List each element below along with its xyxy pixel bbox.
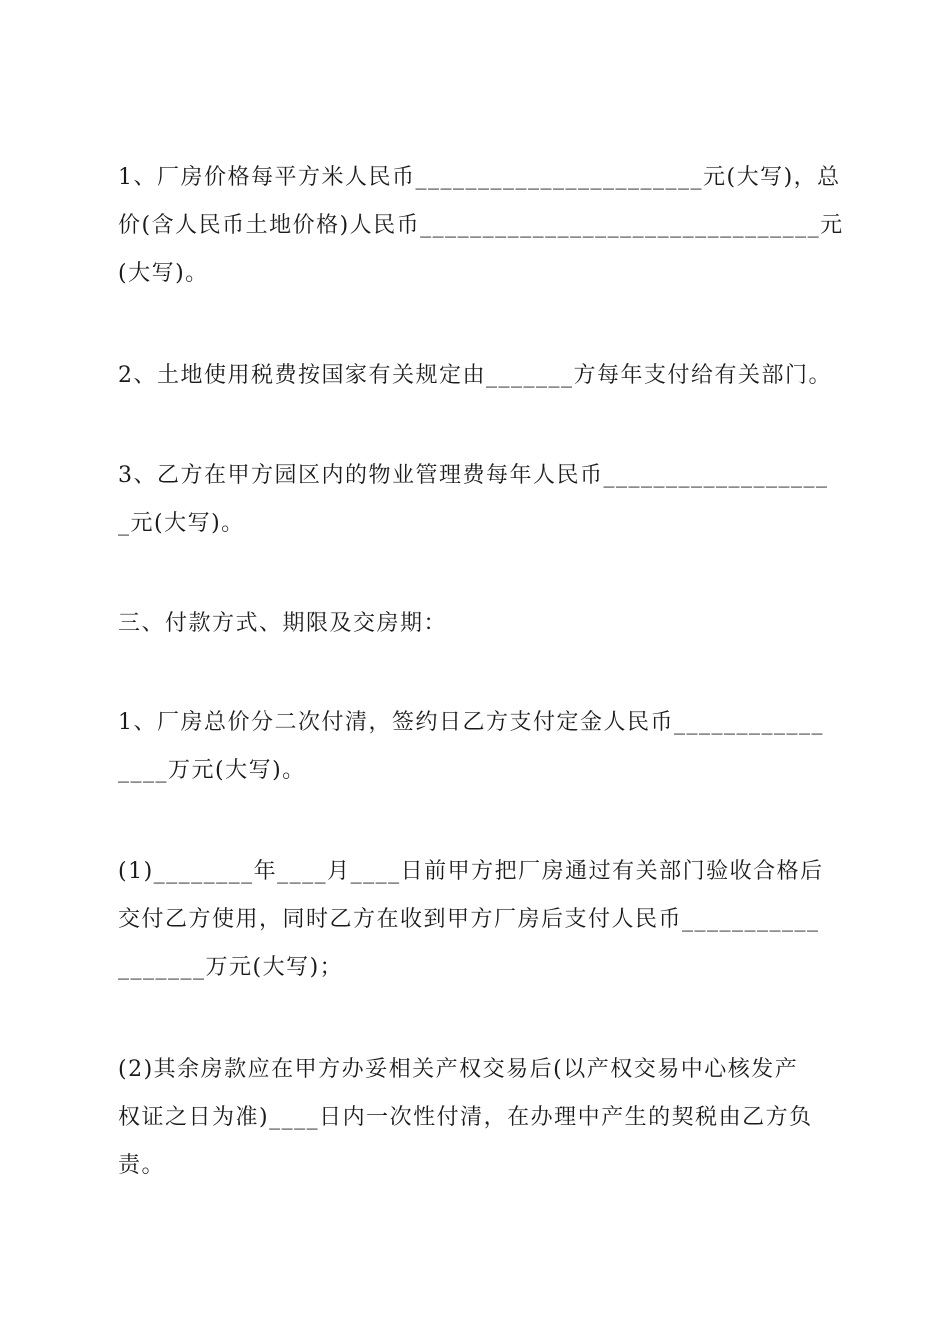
section-heading: 三、付款方式、期限及交房期：	[118, 611, 448, 636]
text-line: 1、厂房总价分二次付清，签约日乙方支付定金人民币____________	[118, 710, 824, 735]
text-line: _______万元(大写)；	[118, 955, 344, 980]
clause-delivery	[118, 848, 831, 992]
clause-land-tax	[118, 352, 831, 400]
text-line: 交付乙方使用，同时乙方在收到甲方厂房后支付人民币___________	[118, 907, 820, 932]
clause-property-fee	[118, 452, 831, 548]
text-line: ____万元(大写)。	[118, 758, 306, 783]
text-line: 价(含人民币土地价格)人民币________________________________元	[118, 213, 844, 238]
clause-installments	[118, 699, 831, 795]
text-line: (2)其余房款应在甲方办妥相关产权交易后(以产权交易中心核发产	[118, 1057, 799, 1082]
text-line: 1、厂房价格每平方米人民币_______________________元(大写)，总	[118, 165, 841, 190]
text-line: (1)________年____月____日前甲方把厂房通过有关部门验收合格后	[118, 859, 824, 884]
text-line: 2、土地使用税费按国家有关规定由_______方每年支付给有关部门。	[118, 363, 832, 388]
text-line: _元(大写)。	[118, 511, 245, 536]
clause-price	[118, 154, 844, 298]
text-line: 责。	[118, 1153, 166, 1178]
text-line: 3、乙方在甲方园区内的物业管理费每年人民币__________________	[118, 463, 829, 488]
section-heading-payment	[118, 600, 831, 648]
text-line: (大写)。	[118, 261, 209, 286]
text-line: 权证之日为准)____日内一次性付清，在办理中产生的契税由乙方负	[118, 1105, 813, 1130]
clause-remaining	[118, 1046, 831, 1190]
